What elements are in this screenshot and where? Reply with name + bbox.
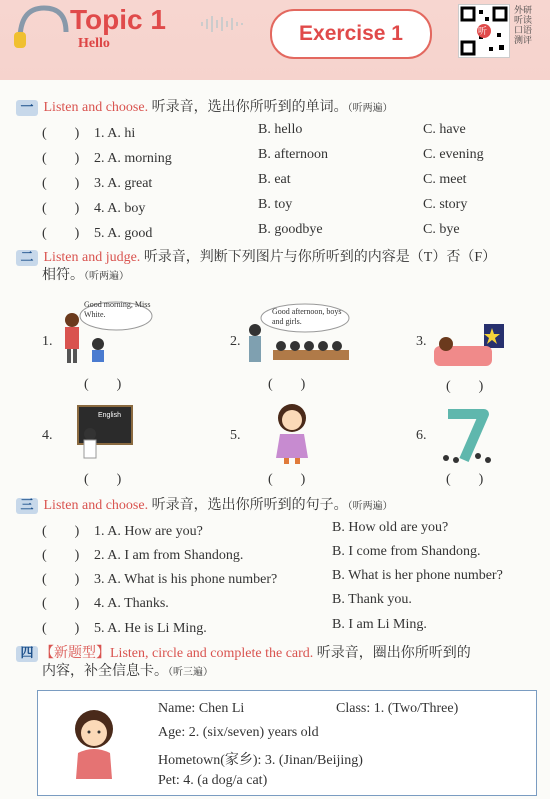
answer-blank[interactable]: ( ) (42, 524, 80, 539)
answer-blank[interactable]: ( ) (42, 226, 80, 241)
section-title-cn: 听录音，选出你所听到的句子。 (151, 498, 348, 513)
option-b: B. hello (258, 122, 303, 137)
card-class[interactable]: Class: 1. (Two/Three) (336, 701, 459, 716)
soundwave-icon (200, 14, 260, 34)
section-title-cn: 听录音，圈出你所听到的 (316, 646, 471, 661)
answer-blank[interactable]: ( ) (446, 472, 484, 487)
option-c: C. have (423, 122, 466, 137)
pic-number: 2. (230, 334, 241, 349)
list-item (42, 197, 145, 217)
section-title-cn-cont: 内容，补全信息卡。 (42, 664, 168, 679)
answer-blank[interactable]: ( ) (84, 377, 122, 392)
section-number: 四 (16, 646, 38, 662)
option-b: B. toy (258, 197, 293, 212)
section4-heading (16, 645, 541, 682)
answer-blank[interactable]: ( ) (268, 472, 306, 487)
speech-bubble: Good afternoon, boys and girls. (272, 307, 342, 326)
qr-side-line: 口语 (514, 26, 533, 36)
section-title-cn: 听录音，选出你所听到的单词。 (151, 100, 348, 115)
pic-number: 3. (416, 334, 427, 349)
option-a: 4. A. boy (94, 201, 146, 216)
option-a: 5. A. good (94, 226, 153, 241)
option-b: B. eat (258, 172, 291, 187)
section-number: 三 (16, 498, 38, 514)
section-number: 一 (16, 100, 38, 116)
option-c: C. story (423, 197, 468, 212)
topic-subtitle: Hello (78, 36, 110, 51)
section-title-en: Listen and judge. (43, 250, 141, 265)
list-item (42, 122, 135, 142)
section1-heading (16, 99, 393, 118)
new-type-tag: 【新题型】 (40, 646, 110, 661)
section-title-cn-cont: 相符。 (42, 268, 84, 283)
header-banner (0, 0, 550, 80)
section-note: （听两遍） (347, 501, 393, 512)
speech-bubble: Good morning, Miss White. (84, 300, 151, 319)
qr-listen-badge: 听 (478, 27, 488, 37)
pic-number: 5. (230, 428, 241, 443)
section3-heading (16, 497, 393, 516)
blackboard-text: English (98, 412, 121, 419)
topic-heading (30, 4, 166, 52)
option-b: B. Thank you. (332, 592, 412, 607)
section-note: （听三遍） (168, 667, 213, 678)
info-card (37, 690, 537, 796)
section-title-en: Listen and choose. (43, 498, 149, 513)
card-pet[interactable]: Pet: 4. (a dog/a cat) (158, 773, 268, 788)
list-item (42, 592, 169, 612)
pic-number: 6. (416, 428, 427, 443)
answer-blank[interactable]: ( ) (42, 548, 80, 563)
list-item (42, 568, 277, 588)
option-a: 2. A. morning (94, 151, 172, 166)
list-item (42, 172, 152, 192)
girl-in-bed-picture (432, 322, 504, 370)
card-age[interactable]: Age: 2. (six/seven) years old (158, 725, 319, 740)
topic-title: Topic 1 (70, 4, 166, 35)
number-seven-picture (438, 404, 494, 464)
qr-code[interactable] (458, 4, 510, 58)
section-note: （听两遍） (347, 103, 393, 114)
answer-blank[interactable]: ( ) (42, 126, 80, 141)
answer-blank[interactable]: ( ) (42, 151, 80, 166)
list-item (42, 520, 203, 540)
option-c: C. bye (423, 222, 460, 237)
answer-blank[interactable]: ( ) (42, 621, 80, 636)
option-a: 4. A. Thanks. (94, 596, 169, 611)
pic-number: 4. (42, 428, 53, 443)
qr-side-text (514, 6, 548, 46)
card-hometown[interactable]: Hometown(家乡): 3. (Jinan/Beijing) (158, 753, 363, 768)
exercise-badge: Exercise 1 (270, 9, 432, 59)
option-b: B. I am Li Ming. (332, 617, 427, 632)
answer-blank[interactable]: ( ) (84, 472, 122, 487)
option-a: 2. A. I am from Shandong. (94, 548, 244, 563)
option-c: C. evening (423, 147, 484, 162)
girl-picture (270, 400, 314, 466)
card-name: Name: Chen Li (158, 701, 245, 716)
qr-side-line: 外研 (514, 6, 533, 16)
list-item (42, 147, 172, 167)
option-a: 1. A. hi (94, 126, 136, 141)
section-title-en: Listen, circle and complete the card. (110, 646, 314, 661)
list-item (42, 544, 243, 564)
section2-heading (16, 249, 541, 286)
girl-avatar (68, 707, 120, 781)
option-a: 3. A. What is his phone number? (94, 572, 278, 587)
section-title-en: Listen and choose. (43, 100, 149, 115)
option-b: B. afternoon (258, 147, 328, 162)
answer-blank[interactable]: ( ) (42, 596, 80, 611)
answer-blank[interactable]: ( ) (42, 572, 80, 587)
option-a: 5. A. He is Li Ming. (94, 621, 207, 636)
answer-blank[interactable]: ( ) (42, 201, 80, 216)
option-b: B. What is her phone number? (332, 568, 503, 583)
section-number: 二 (16, 250, 38, 266)
pic-number: 1. (42, 334, 53, 349)
section-title-cn: 听录音，判断下列图片与你所听到的内容是（T）否（F） (143, 250, 497, 265)
option-b: B. goodbye (258, 222, 323, 237)
answer-blank[interactable]: ( ) (42, 176, 80, 191)
option-b: B. How old are you? (332, 520, 449, 535)
answer-blank[interactable]: ( ) (268, 377, 306, 392)
list-item (42, 617, 207, 637)
option-b: B. I come from Shandong. (332, 544, 481, 559)
option-a: 3. A. great (94, 176, 153, 191)
qr-side-line: 测评 (514, 36, 533, 46)
section-note: （听两遍） (84, 271, 129, 282)
option-a: 1. A. How are you? (94, 524, 203, 539)
option-c: C. meet (423, 172, 467, 187)
qr-side-line: 听读 (514, 16, 533, 26)
answer-blank[interactable]: ( ) (446, 379, 484, 394)
list-item (42, 222, 152, 242)
